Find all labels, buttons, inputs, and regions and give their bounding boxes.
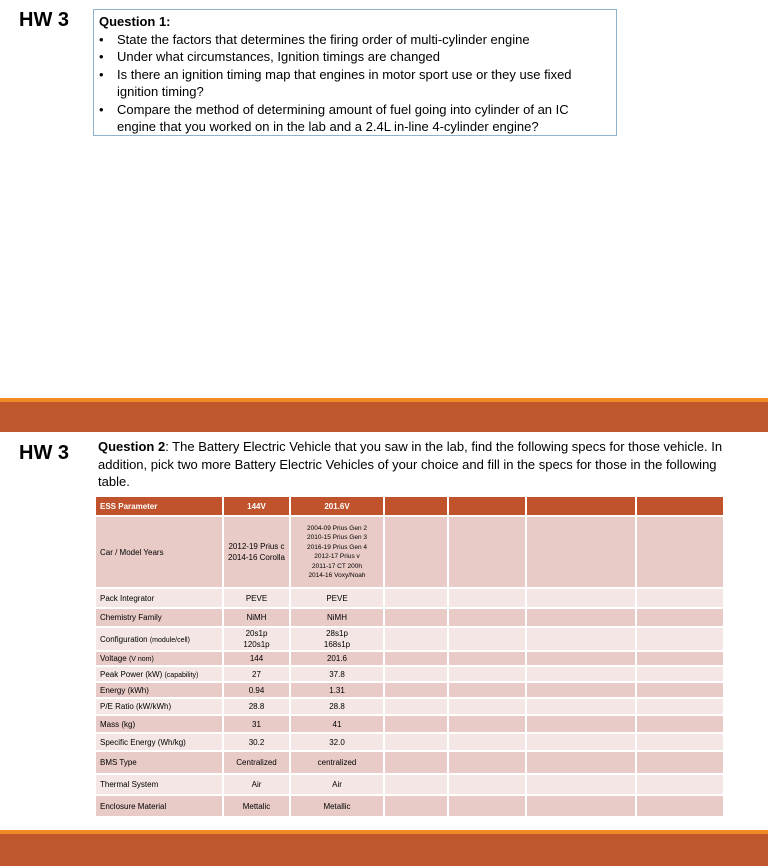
value-201v-cell: [290, 516, 384, 588]
ess-spec-table: [94, 495, 725, 818]
empty-spec-cell[interactable]: [526, 651, 636, 666]
empty-spec-cell[interactable]: [384, 733, 448, 751]
value-144v-cell: [223, 774, 290, 795]
empty-spec-cell[interactable]: [526, 733, 636, 751]
cell-line: 2016-19 Prius Gen 4: [307, 543, 367, 551]
slide-2-title: HW 3: [19, 442, 69, 464]
table-body: [95, 516, 724, 817]
empty-spec-cell[interactable]: [448, 516, 526, 588]
table-row: [95, 751, 724, 774]
empty-spec-cell[interactable]: [448, 715, 526, 733]
param-label: Car / Model Years: [100, 547, 164, 557]
param-label: Specific Energy (Wh/kg): [100, 737, 186, 747]
param-label: Thermal System: [100, 780, 159, 789]
empty-spec-cell[interactable]: [636, 715, 724, 733]
empty-spec-cell[interactable]: [448, 627, 526, 651]
empty-spec-cell[interactable]: [448, 795, 526, 817]
cell-line: NiMH: [246, 613, 267, 622]
value-201v-cell: [290, 751, 384, 774]
empty-spec-cell[interactable]: [384, 774, 448, 795]
cell-line: 41: [332, 719, 342, 729]
table-row: [95, 733, 724, 751]
cell-line: 20s1p: [245, 629, 268, 638]
cell-line: 32.0: [329, 737, 345, 747]
empty-spec-cell[interactable]: [526, 666, 636, 682]
cell-line: PEVE: [245, 593, 268, 603]
cell-line: 2010-15 Prius Gen 3: [307, 534, 367, 541]
empty-spec-cell[interactable]: [526, 698, 636, 715]
empty-spec-cell[interactable]: [636, 627, 724, 651]
empty-spec-cell[interactable]: [384, 715, 448, 733]
table-row: [95, 698, 724, 715]
value-201v-cell: [290, 795, 384, 817]
table-header-row: [95, 496, 724, 516]
param-label: Enclosure Material: [100, 801, 167, 811]
param-cell: [95, 651, 223, 666]
slide-1: [0, 0, 768, 398]
table-row: [95, 651, 724, 666]
cell-line: 31: [252, 719, 261, 729]
value-201v-cell: [290, 682, 384, 698]
param-label: Voltage: [100, 654, 127, 663]
slide-divider-top: [0, 398, 768, 432]
question-1-bullet: • State the factors that determines the firing order of multi-cylinder engine: [99, 31, 610, 49]
value-201v-cell: [290, 608, 384, 627]
empty-spec-cell[interactable]: [636, 682, 724, 698]
header-ess-parameter: ESS Parameter: [95, 496, 223, 516]
table-row: [95, 588, 724, 608]
empty-spec-cell[interactable]: [384, 682, 448, 698]
value-201v-cell: [290, 733, 384, 751]
cell-line: 2014-16 Voxy/Noah: [308, 572, 366, 579]
cell-line: 120s1p: [243, 640, 270, 649]
param-cell: [95, 666, 223, 682]
slide-1-title: HW 3: [19, 9, 69, 31]
empty-spec-cell[interactable]: [448, 698, 526, 715]
table-row: [95, 608, 724, 627]
empty-spec-cell[interactable]: [384, 666, 448, 682]
question-2-body: : The Battery Electric Vehicle that you saw in the lab, find the following specs for those vehicle. In addition, pick two more Battery Electric Vehicles of your choice and fill in the specs for those in the following table.: [98, 439, 723, 489]
param-cell: [95, 516, 223, 588]
header-201v: 201.6V: [290, 496, 384, 516]
empty-spec-cell[interactable]: [384, 651, 448, 666]
param-cell: [95, 698, 223, 715]
value-144v-cell: [223, 733, 290, 751]
empty-spec-cell[interactable]: [636, 733, 724, 751]
header-empty-2: [448, 496, 526, 516]
empty-spec-cell[interactable]: [526, 715, 636, 733]
table-row: [95, 516, 724, 588]
empty-spec-cell[interactable]: [384, 627, 448, 651]
value-201v-cell: [290, 627, 384, 651]
empty-spec-cell[interactable]: [636, 516, 724, 588]
cell-line: 0.94: [248, 685, 265, 695]
param-label: Pack Integrator: [100, 593, 155, 603]
value-201v-cell: [290, 588, 384, 608]
param-cell: [95, 774, 223, 795]
cell-line: 28.8: [329, 702, 345, 711]
value-144v-cell: [223, 715, 290, 733]
cell-line: 2014-16 Corolla: [228, 553, 285, 562]
question-1-bullet: • Compare the method of determining amount of fuel going into cylinder of an IC engine that you worked on in the lab and a 2.4L in-line 4-cylinder engine?: [99, 101, 610, 136]
cell-line: Air: [332, 780, 342, 789]
empty-spec-cell[interactable]: [384, 751, 448, 774]
empty-spec-cell[interactable]: [384, 698, 448, 715]
param-cell: [95, 588, 223, 608]
empty-spec-cell[interactable]: [448, 588, 526, 608]
value-144v-cell: [223, 588, 290, 608]
slide-divider-bottom: [0, 830, 768, 866]
empty-spec-cell[interactable]: [448, 751, 526, 774]
param-cell: [95, 627, 223, 651]
empty-spec-cell[interactable]: [384, 608, 448, 627]
cell-line: 2012-17 Prius v: [314, 553, 360, 560]
table-row: [95, 715, 724, 733]
cell-line: 30.2: [248, 737, 265, 747]
cell-line: 2012-19 Prius c: [228, 542, 285, 551]
param-cell: [95, 795, 223, 817]
value-201v-cell: [290, 651, 384, 666]
table-row: [95, 774, 724, 795]
cell-line: Air: [251, 780, 262, 789]
value-201v-cell: [290, 774, 384, 795]
param-cell: [95, 715, 223, 733]
value-201v-cell: [290, 666, 384, 682]
question-2-label: Question 2: [98, 439, 166, 454]
param-label: Configuration: [100, 634, 148, 644]
cell-line: 2004-09 Prius Gen 2: [307, 524, 367, 532]
cell-line: 201.6: [326, 654, 348, 663]
empty-spec-cell[interactable]: [384, 588, 448, 608]
cell-line: PEVE: [326, 593, 348, 603]
param-cell: [95, 733, 223, 751]
empty-spec-cell[interactable]: [526, 751, 636, 774]
param-cell: [95, 751, 223, 774]
empty-spec-cell[interactable]: [636, 751, 724, 774]
empty-spec-cell[interactable]: [448, 733, 526, 751]
param-note: (V nom): [128, 656, 154, 663]
value-144v-cell: [223, 751, 290, 774]
param-label: Chemistry Family: [100, 613, 162, 622]
cell-line: 37.8: [329, 669, 345, 679]
param-cell: [95, 682, 223, 698]
question-1-bullet: • Under what circumstances, Ignition timings are changed: [99, 48, 610, 66]
table-row: [95, 682, 724, 698]
question-1-heading: Question 1:: [99, 14, 171, 29]
cell-line: 27: [252, 669, 261, 679]
cell-line: 144: [249, 654, 264, 663]
header-empty-4: [636, 496, 724, 516]
empty-spec-cell[interactable]: [448, 774, 526, 795]
empty-spec-cell[interactable]: [384, 516, 448, 588]
param-label: Peak Power (kW): [100, 669, 163, 679]
header-144v: 144V: [223, 496, 290, 516]
value-144v-cell: [223, 666, 290, 682]
question-1-bullet: • Is there an ignition timing map that engines in motor sport use or they use fixed ignition timing?: [99, 66, 610, 101]
cell-line: Mettalic: [242, 801, 271, 811]
empty-spec-cell[interactable]: [448, 682, 526, 698]
empty-spec-cell[interactable]: [636, 608, 724, 627]
empty-spec-cell[interactable]: [526, 682, 636, 698]
empty-spec-cell[interactable]: [448, 608, 526, 627]
empty-spec-cell[interactable]: [526, 516, 636, 588]
table-row: [95, 795, 724, 817]
cell-line: Metallic: [323, 801, 351, 811]
header-empty-3: [526, 496, 636, 516]
param-note: (capability): [164, 671, 199, 679]
value-144v-cell: [223, 698, 290, 715]
value-144v-cell: [223, 516, 290, 588]
cell-line: 168s1p: [323, 640, 351, 649]
empty-spec-cell[interactable]: [526, 774, 636, 795]
empty-spec-cell[interactable]: [448, 666, 526, 682]
param-cell: [95, 608, 223, 627]
empty-spec-cell[interactable]: [636, 698, 724, 715]
value-144v-cell: [223, 608, 290, 627]
empty-spec-cell[interactable]: [636, 774, 724, 795]
empty-spec-cell[interactable]: [636, 651, 724, 666]
empty-spec-cell[interactable]: [526, 588, 636, 608]
table-row: [95, 666, 724, 682]
param-label: Mass (kg): [100, 719, 136, 729]
cell-line: 1.31: [329, 685, 345, 695]
cell-line: 2011-17 CT 200h: [312, 562, 362, 570]
question-1-box: [93, 9, 617, 136]
table-row: [95, 627, 724, 651]
empty-spec-cell[interactable]: [636, 795, 724, 817]
question-1-list: [99, 31, 610, 136]
param-label: P/E Ratio (kW/kWh): [100, 702, 172, 711]
empty-spec-cell[interactable]: [526, 795, 636, 817]
cell-line: centralized: [317, 758, 357, 767]
empty-spec-cell[interactable]: [636, 588, 724, 608]
value-201v-cell: [290, 715, 384, 733]
slide-2: [0, 432, 768, 830]
question-2-text: [98, 438, 723, 491]
value-201v-cell: [290, 698, 384, 715]
empty-spec-cell[interactable]: [384, 795, 448, 817]
value-144v-cell: [223, 651, 290, 666]
empty-spec-cell[interactable]: [526, 608, 636, 627]
empty-spec-cell[interactable]: [526, 627, 636, 651]
param-note: (module/cell): [149, 636, 190, 644]
param-label: BMS Type: [100, 758, 137, 767]
empty-spec-cell[interactable]: [636, 666, 724, 682]
cell-line: 28s1p: [326, 629, 348, 638]
cell-line: NiMH: [327, 613, 347, 622]
cell-line: 28.8: [248, 702, 265, 711]
cell-line: Centralized: [236, 758, 277, 767]
value-144v-cell: [223, 795, 290, 817]
value-144v-cell: [223, 682, 290, 698]
param-label: Energy (kWh): [100, 685, 149, 695]
value-144v-cell: [223, 627, 290, 651]
empty-spec-cell[interactable]: [448, 651, 526, 666]
header-empty-1: [384, 496, 448, 516]
